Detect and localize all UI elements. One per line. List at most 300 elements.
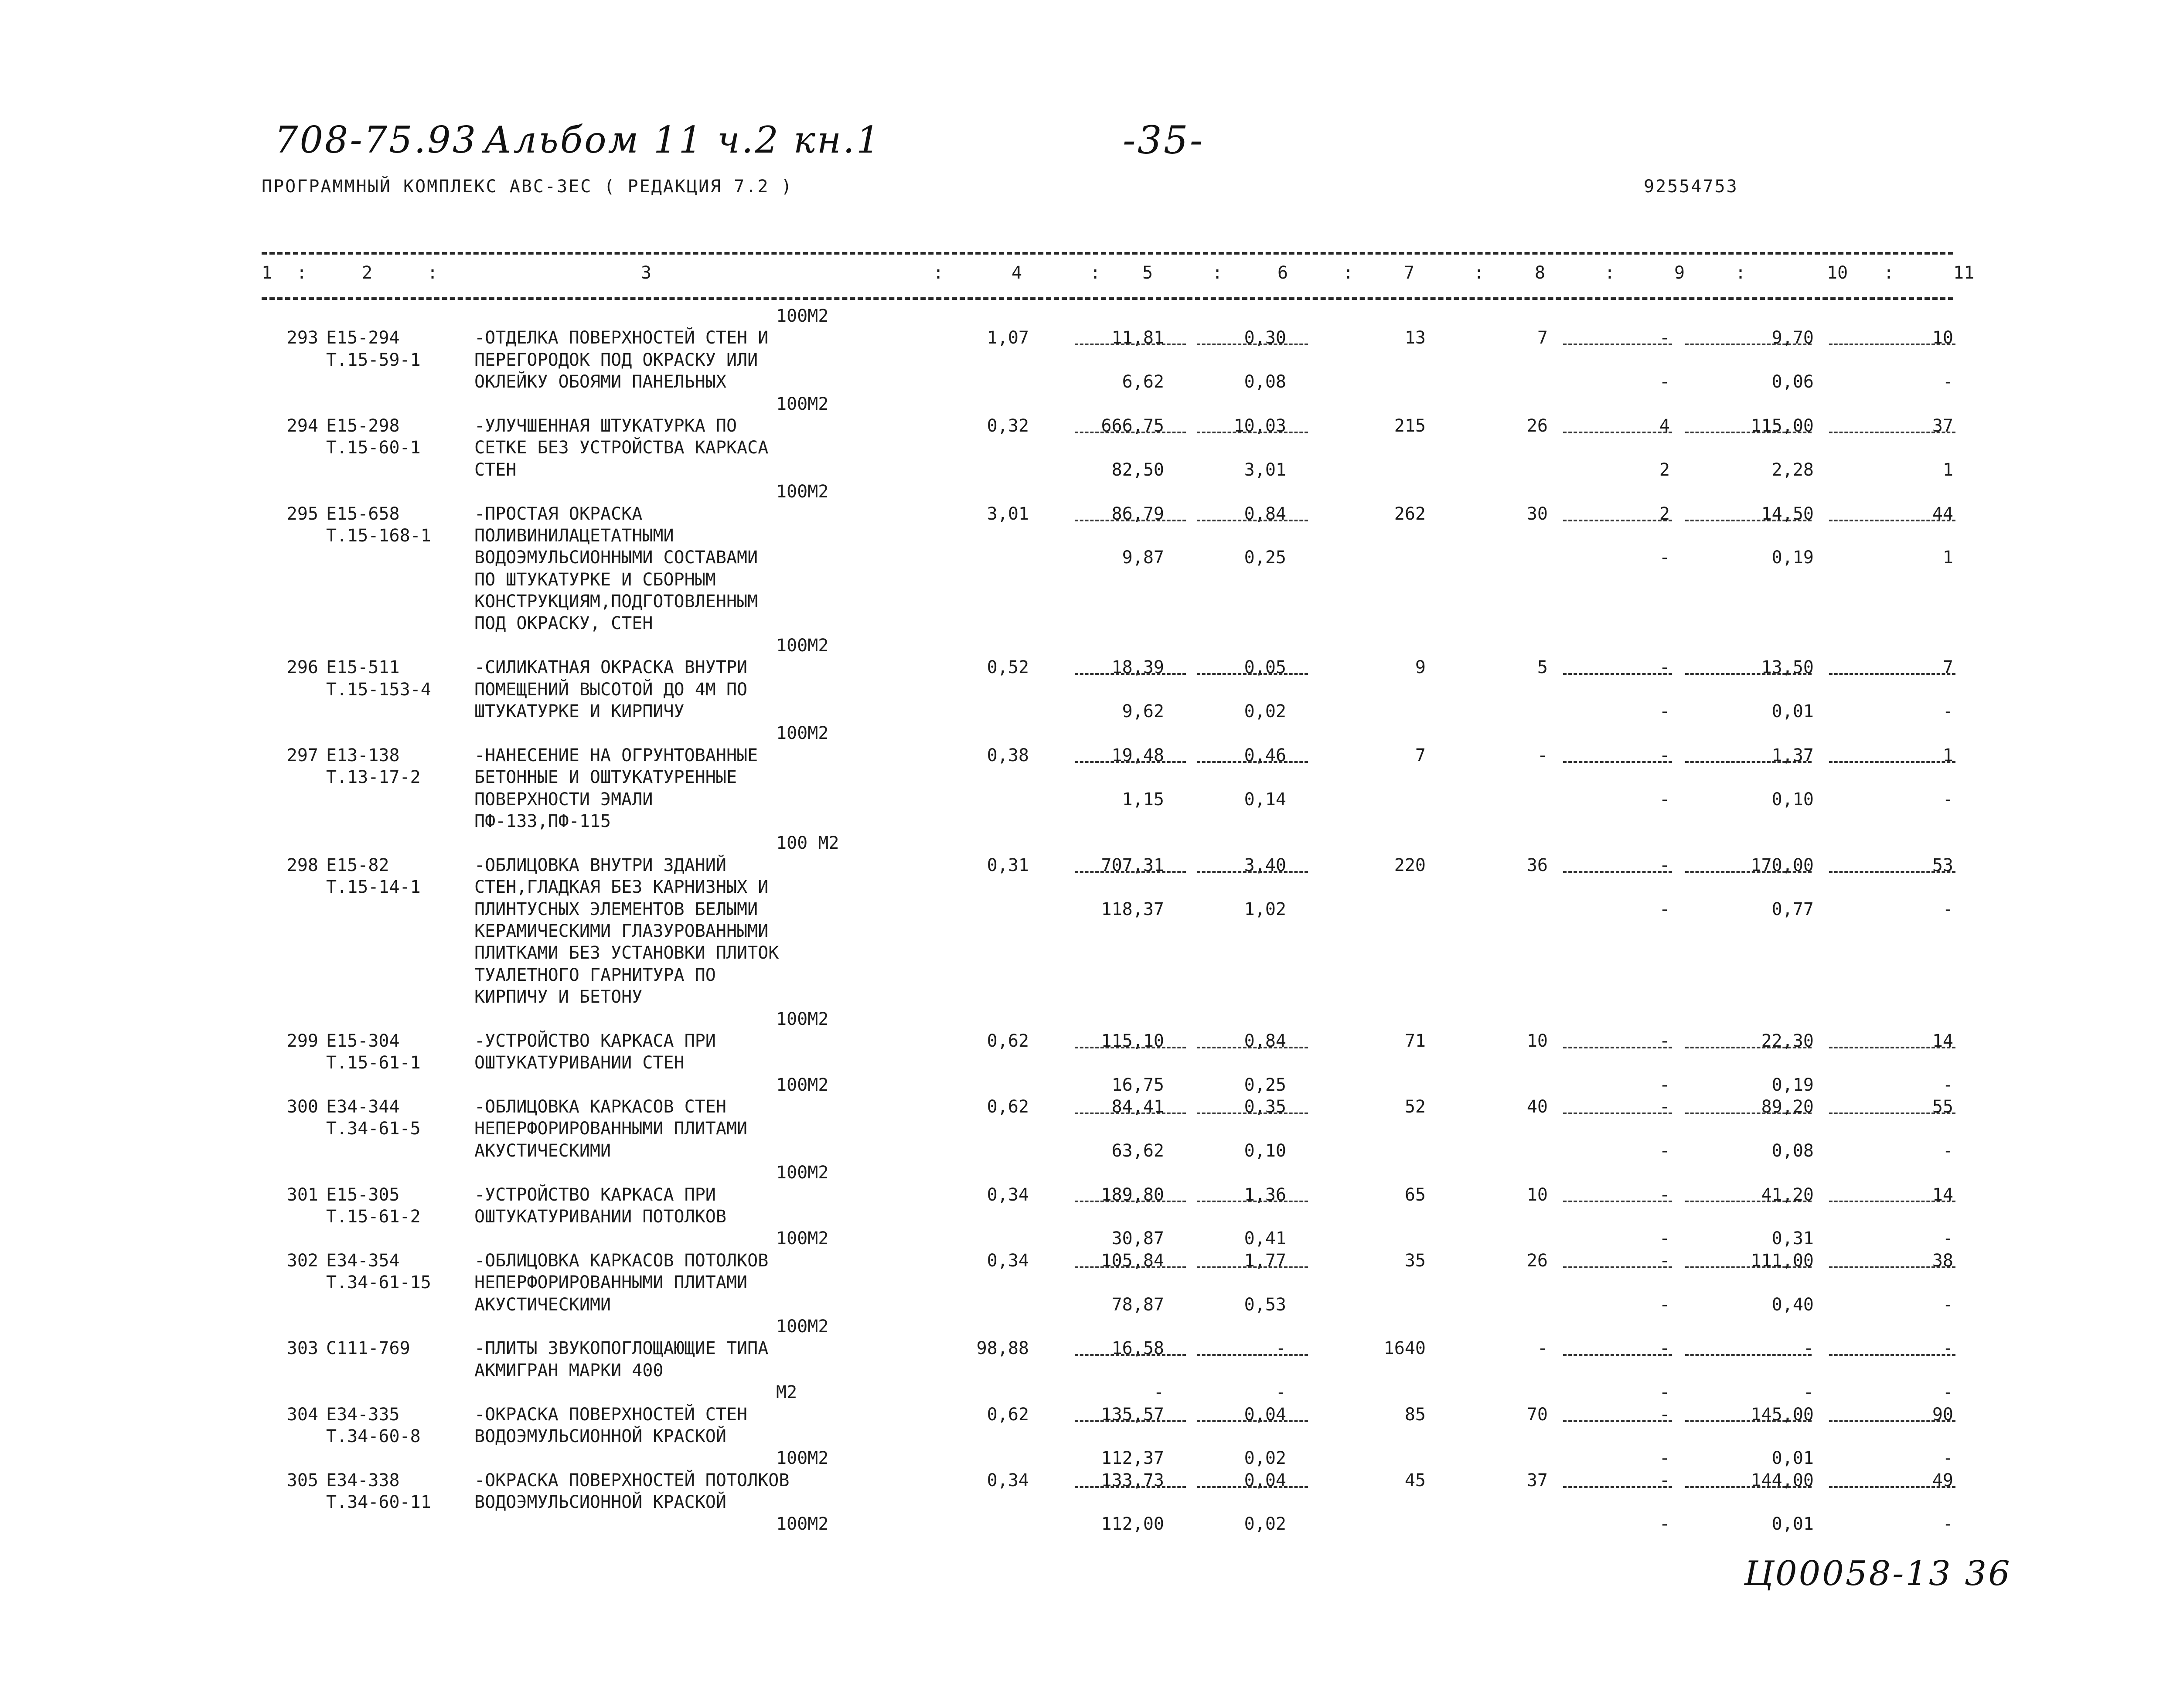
col5-cell: 86,79 [1111, 504, 1164, 524]
col7-cell: 13 [1404, 328, 1426, 348]
col7-cell: 262 [1394, 504, 1426, 524]
value-dash-divider [1685, 1266, 1812, 1268]
description-cell: КИРПИЧУ И БЕТОНУ [474, 987, 643, 1007]
col8-cell: 36 [1526, 855, 1548, 875]
code-cell: Т.15-168-1 [326, 525, 431, 546]
table-row [262, 1250, 1953, 1272]
col6-cell: 0,46 [1244, 745, 1286, 766]
value-dash-divider [1075, 344, 1186, 345]
table-row [262, 701, 1953, 722]
table-row [262, 459, 1953, 481]
col8-cell: 40 [1526, 1097, 1548, 1117]
value-dash-divider [1563, 673, 1672, 675]
col5-cell: 6,62 [1122, 372, 1164, 392]
col10-cell: 145,00 [1751, 1404, 1814, 1425]
value-dash-divider [1563, 1354, 1672, 1356]
column-header-12: 7 [1404, 263, 1415, 283]
handwritten-page-number: -35- [1123, 118, 1205, 163]
col10-cell: 0,19 [1771, 548, 1814, 568]
col11-cell: - [1942, 1140, 1953, 1161]
col9-cell: - [1659, 1294, 1670, 1315]
code-cell: Е34-344 [326, 1097, 400, 1117]
value-dash-divider [1829, 1113, 1955, 1114]
col11-cell: 1 [1942, 745, 1953, 766]
table-row [262, 591, 1953, 612]
col9-cell: - [1659, 1514, 1670, 1534]
col6-cell: 0,10 [1244, 1140, 1286, 1161]
col5-cell: 9,87 [1122, 548, 1164, 568]
col11-cell: 14 [1932, 1184, 1953, 1205]
code-cell: Е15-82 [326, 855, 389, 875]
description-cell: ОШТУКАТУРИВАНИИ ПОТОЛКОВ [474, 1207, 726, 1227]
description-cell: СТЕН [474, 459, 517, 480]
column-header-3: : [427, 263, 438, 283]
col4-cell: 0,34 [987, 1184, 1029, 1205]
table-row [262, 1447, 1953, 1469]
col9-cell: - [1659, 372, 1670, 392]
value-dash-divider [1685, 1113, 1812, 1114]
code-cell: Т.34-61-15 [326, 1272, 431, 1293]
value-dash-divider [1829, 520, 1955, 521]
col6-cell: - [1275, 1338, 1286, 1359]
value-dash-divider [1197, 673, 1308, 675]
row-number: 294 [286, 415, 318, 436]
col6-cell: 0,84 [1244, 504, 1286, 524]
col8-cell: 10 [1526, 1184, 1548, 1205]
description-cell: ПОЛИВИНИЛАЦЕТАТНЫМИ [474, 525, 674, 546]
table-row [262, 745, 1953, 766]
description-cell: -ОКРАСКА ПОВЕРХНОСТЕЙ СТЕН [474, 1404, 748, 1425]
col6-cell: 10,03 [1233, 415, 1286, 436]
code-cell: Е15-658 [326, 504, 400, 524]
row-number: 298 [286, 855, 318, 875]
col5-cell: 11,81 [1111, 328, 1164, 348]
description-cell: -ОТДЕЛКА ПОВЕРХНОСТЕЙ СТЕН И [474, 328, 769, 348]
col6-cell: 0,35 [1244, 1097, 1286, 1117]
col9-cell: - [1659, 548, 1670, 568]
col5-cell: 82,50 [1111, 459, 1164, 480]
unit-label: 100 М2 [776, 833, 839, 854]
unit-label: 100М2 [776, 1163, 829, 1183]
col8-cell: 70 [1526, 1404, 1548, 1425]
column-header-15: : [1604, 263, 1615, 283]
table-row [262, 1074, 1953, 1096]
row-number: 297 [286, 745, 318, 766]
col9-cell: - [1659, 855, 1670, 875]
col4-cell: 0,32 [987, 415, 1029, 436]
description-cell: ОКЛЕЙКУ ОБОЯМИ ПАНЕЛЬНЫХ [474, 372, 726, 392]
col7-cell: 52 [1404, 1097, 1426, 1117]
column-header-18: 10 [1827, 263, 1848, 283]
value-dash-divider [1685, 1354, 1812, 1356]
col11-cell: - [1942, 1294, 1953, 1315]
value-dash-divider [1685, 1486, 1812, 1488]
table-row [262, 1206, 1953, 1228]
table-row [262, 1294, 1953, 1316]
col5-cell: 78,87 [1111, 1294, 1164, 1315]
col4-cell: 0,38 [987, 745, 1029, 766]
col9-cell: - [1659, 1075, 1670, 1095]
description-cell: КЕРАМИЧЕСКИМИ ГЛАЗУРОВАННЫМИ [474, 921, 769, 941]
description-cell: ПОД ОКРАСКУ, СТЕН [474, 613, 653, 634]
value-dash-divider [1829, 1266, 1955, 1268]
value-dash-divider [1563, 761, 1672, 763]
col9-cell: - [1659, 701, 1670, 722]
table-row [262, 525, 1953, 547]
code-cell: Е15-298 [326, 415, 400, 436]
row-number: 301 [286, 1184, 318, 1205]
table-row [262, 1404, 1953, 1426]
value-dash-divider [1685, 673, 1812, 675]
col6-cell: 0,41 [1244, 1228, 1286, 1249]
value-dash-divider [1563, 432, 1672, 433]
table-row [262, 1316, 1953, 1337]
col10-cell: 1,37 [1771, 745, 1814, 766]
description-cell: -ОКРАСКА ПОВЕРХНОСТЕЙ ПОТОЛКОВ [474, 1470, 790, 1490]
col7-cell: 220 [1394, 855, 1426, 875]
description-cell: НЕПЕРФОРИРОВАННЫМИ ПЛИТАМИ [474, 1272, 748, 1293]
row-number: 300 [286, 1097, 318, 1117]
value-dash-divider [1197, 761, 1308, 763]
value-dash-divider [1563, 1486, 1672, 1488]
description-cell: -ОБЛИЦОВКА ВНУТРИ ЗДАНИЙ [474, 855, 726, 875]
col9-cell: - [1659, 899, 1670, 919]
table-row [262, 327, 1953, 349]
table-row [262, 481, 1953, 503]
column-header-11: : [1343, 263, 1354, 283]
col10-cell: - [1803, 1382, 1814, 1403]
unit-label: 100М2 [776, 1514, 829, 1534]
col10-cell: 0,10 [1771, 789, 1814, 810]
row-number: 302 [286, 1250, 318, 1271]
col11-cell: - [1942, 789, 1953, 810]
table-row [262, 569, 1953, 591]
value-dash-divider [1829, 1047, 1955, 1048]
code-cell: С111-769 [326, 1338, 410, 1359]
description-cell: ТУАЛЕТНОГО ГАРНИТУРА ПО [474, 965, 716, 985]
row-number: 304 [286, 1404, 318, 1425]
table-row [262, 1360, 1953, 1381]
table-row [262, 1096, 1953, 1118]
col11-cell: - [1942, 1228, 1953, 1249]
col4-cell: 98,88 [976, 1338, 1029, 1359]
col4-cell: 0,31 [987, 855, 1029, 875]
col4-cell: 3,01 [987, 504, 1029, 524]
col5-cell: 9,62 [1122, 701, 1164, 722]
col10-cell: 111,00 [1751, 1250, 1814, 1271]
col6-cell: 0,25 [1244, 548, 1286, 568]
col11-cell: - [1942, 1448, 1953, 1469]
col11-cell: - [1942, 372, 1953, 392]
description-cell: ПЛИТКАМИ БЕЗ УСТАНОВКИ ПЛИТОК [474, 943, 779, 963]
description-cell: -ПРОСТАЯ ОКРАСКА [474, 504, 643, 524]
row-number: 303 [286, 1338, 318, 1359]
table-row [262, 876, 1953, 898]
col9-cell: 2 [1659, 459, 1670, 480]
col5-cell: 112,37 [1101, 1448, 1164, 1469]
col5-cell: 18,39 [1111, 657, 1164, 678]
col10-cell: 115,00 [1751, 415, 1814, 436]
table-row [262, 898, 1953, 920]
code-cell: Е15-305 [326, 1184, 400, 1205]
col5-cell: 666,75 [1101, 415, 1164, 436]
table-row [262, 1118, 1953, 1140]
table-row [262, 832, 1953, 854]
col6-cell: 0,84 [1244, 1031, 1286, 1051]
value-dash-divider [1197, 1266, 1308, 1268]
column-header-9: : [1212, 263, 1223, 283]
col7-cell: 71 [1404, 1031, 1426, 1051]
col5-cell: 115,10 [1101, 1031, 1164, 1051]
description-cell: НЕПЕРФОРИРОВАННЫМИ ПЛИТАМИ [474, 1119, 748, 1139]
value-dash-divider [1197, 1047, 1308, 1048]
col6-cell: 0,14 [1244, 789, 1286, 810]
unit-label: 100М2 [776, 1448, 829, 1469]
col11-cell: 44 [1932, 504, 1953, 524]
column-header-0: 1 [262, 263, 272, 283]
header-dashed-rule [262, 297, 1953, 300]
col6-cell: 0,08 [1244, 372, 1286, 392]
col6-cell: 0,53 [1244, 1294, 1286, 1315]
col10-cell: 0,01 [1771, 1514, 1814, 1534]
col10-cell: - [1803, 1338, 1814, 1359]
code-cell: Т.34-61-5 [326, 1119, 421, 1139]
column-header-14: 8 [1535, 263, 1546, 283]
column-header-6: 4 [1012, 263, 1022, 283]
col9-cell: - [1659, 1184, 1670, 1205]
table-row [262, 854, 1953, 876]
code-cell: Т.13-17-2 [326, 767, 421, 788]
description-cell: -НАНЕСЕНИЕ НА ОГРУНТОВАННЫЕ [474, 745, 758, 766]
col9-cell: - [1659, 1448, 1670, 1469]
value-dash-divider [1075, 871, 1186, 873]
col8-cell: 26 [1526, 1250, 1548, 1271]
table-row [262, 1381, 1953, 1403]
value-dash-divider [1563, 344, 1672, 345]
code-cell: Е34-338 [326, 1470, 400, 1490]
table-row [262, 1491, 1953, 1513]
col9-cell: - [1659, 789, 1670, 810]
handwritten-stamp: Ц00058-13 36 [1744, 1554, 2012, 1593]
table-row [262, 612, 1953, 634]
code-cell: Т.15-14-1 [326, 877, 421, 898]
description-cell: ВОДОЭМУЛЬСИОННЫМИ СОСТАВАМИ [474, 548, 758, 568]
column-header-8: 5 [1142, 263, 1153, 283]
table-row [262, 1030, 1953, 1052]
col8-cell: 26 [1526, 415, 1548, 436]
description-cell: ПО ШТУКАТУРКЕ И СБОРНЫМ [474, 569, 716, 590]
col4-cell: 0,62 [987, 1404, 1029, 1425]
code-cell: Е34-335 [326, 1404, 400, 1425]
description-cell: -УСТРОЙСТВО КАРКАСА ПРИ [474, 1031, 716, 1051]
value-dash-divider [1197, 344, 1308, 345]
col10-cell: 9,70 [1771, 328, 1814, 348]
col10-cell: 170,00 [1751, 855, 1814, 875]
code-cell: Т.15-60-1 [326, 438, 421, 458]
description-cell: БЕТОННЫЕ И ОШТУКАТУРЕННЫЕ [474, 767, 737, 788]
col9-cell: - [1659, 328, 1670, 348]
value-dash-divider [1075, 1354, 1186, 1356]
value-dash-divider [1685, 871, 1812, 873]
col9-cell: 2 [1659, 504, 1670, 524]
table-row [262, 766, 1953, 788]
table-row [262, 1470, 1953, 1491]
col11-cell: 53 [1932, 855, 1953, 875]
col5-cell: 19,48 [1111, 745, 1164, 766]
unit-label: 100М2 [776, 394, 829, 414]
col11-cell: - [1942, 1382, 1953, 1403]
table-row [262, 547, 1953, 568]
col9-cell: 4 [1659, 415, 1670, 436]
unit-label: 100М2 [776, 1228, 829, 1249]
value-dash-divider [1685, 1047, 1812, 1048]
column-header-7: : [1090, 263, 1101, 283]
description-cell: -УЛУЧШЕННАЯ ШТУКАТУРКА ПО [474, 415, 737, 436]
value-dash-divider [1829, 432, 1955, 433]
col7-cell: 215 [1394, 415, 1426, 436]
value-dash-divider [1685, 432, 1812, 433]
table-row [262, 1426, 1953, 1447]
col8-cell: - [1537, 745, 1548, 766]
col5-cell: 133,73 [1101, 1470, 1164, 1490]
unit-label: 100М2 [776, 635, 829, 656]
value-dash-divider [1197, 520, 1308, 521]
column-header-13: : [1474, 263, 1485, 283]
table-row [262, 789, 1953, 810]
col7-cell: 1640 [1383, 1338, 1426, 1359]
description-cell: ШТУКАТУРКЕ И КИРПИЧУ [474, 701, 685, 722]
table-row [262, 437, 1953, 459]
column-header-2: 2 [362, 263, 373, 283]
col6-cell: 0,04 [1244, 1470, 1286, 1490]
col9-cell: - [1659, 1338, 1670, 1359]
column-header-5: : [933, 263, 944, 283]
value-dash-divider [1197, 1354, 1308, 1356]
col8-cell: - [1537, 1338, 1548, 1359]
col5-cell: 63,62 [1111, 1140, 1164, 1161]
col7-cell: 85 [1404, 1404, 1426, 1425]
value-dash-divider [1685, 520, 1812, 521]
col6-cell: - [1275, 1382, 1286, 1403]
description-cell: СЕТКЕ БЕЗ УСТРОЙСТВА КАРКАСА [474, 438, 769, 458]
value-dash-divider [1197, 432, 1308, 433]
col6-cell: 3,40 [1244, 855, 1286, 875]
value-dash-divider [1685, 344, 1812, 345]
col9-cell: - [1659, 1470, 1670, 1490]
unit-label: 100М2 [776, 723, 829, 744]
col10-cell: 144,00 [1751, 1470, 1814, 1490]
table-row [262, 1337, 1953, 1359]
value-dash-divider [1075, 761, 1186, 763]
value-dash-divider [1563, 1113, 1672, 1114]
col9-cell: - [1659, 1031, 1670, 1051]
description-cell: ПОВЕРХНОСТИ ЭМАЛИ [474, 789, 653, 810]
col8-cell: 5 [1537, 657, 1548, 678]
table-row [262, 964, 1953, 986]
value-dash-divider [1197, 1201, 1308, 1202]
table-row [262, 920, 1953, 942]
table-row [262, 371, 1953, 393]
row-number: 305 [286, 1470, 318, 1490]
col6-cell: 3,01 [1244, 459, 1286, 480]
value-dash-divider [1075, 432, 1186, 433]
table-row [262, 415, 1953, 437]
table-row [262, 1162, 1953, 1184]
table-row [262, 1184, 1953, 1206]
table-row [262, 1008, 1953, 1030]
row-number: 299 [286, 1031, 318, 1051]
col5-cell: 118,37 [1101, 899, 1164, 919]
col10-cell: 14,50 [1761, 504, 1814, 524]
table-row [262, 657, 1953, 678]
col6-cell: 0,02 [1244, 701, 1286, 722]
table-row [262, 722, 1953, 744]
col9-cell: - [1659, 1404, 1670, 1425]
col11-cell: 49 [1932, 1470, 1953, 1490]
row-number: 296 [286, 657, 318, 678]
col11-cell: 38 [1932, 1250, 1953, 1271]
description-cell: -ОБЛИЦОВКА КАРКАСОВ ПОТОЛКОВ [474, 1250, 769, 1271]
col11-cell: - [1942, 1075, 1953, 1095]
col10-cell: 0,40 [1771, 1294, 1814, 1315]
handwritten-album: Альбом 11 ч.2 кн.1 [484, 119, 882, 161]
description-cell: ОШТУКАТУРИВАНИИ СТЕН [474, 1053, 685, 1073]
col9-cell: - [1659, 1382, 1670, 1403]
unit-label: 100М2 [776, 482, 829, 502]
col11-cell: 37 [1932, 415, 1953, 436]
value-dash-divider [1563, 871, 1672, 873]
col8-cell: 37 [1526, 1470, 1548, 1490]
col4-cell: 0,34 [987, 1250, 1029, 1271]
col10-cell: 0,19 [1771, 1075, 1814, 1095]
description-cell: -ПЛИТЫ ЗВУКОПОГЛОЩАЮЩИЕ ТИПА [474, 1338, 769, 1359]
program-header: ПРОГРАММНЫЙ КОМПЛЕКС АВС-3ЕС ( РЕДАКЦИЯ 7.2 ) [262, 177, 793, 197]
col11-cell: 7 [1942, 657, 1953, 678]
code-cell: Т.15-153-4 [326, 679, 431, 700]
unit-label: 100М2 [776, 1009, 829, 1029]
col6-cell: 0,30 [1244, 328, 1286, 348]
col9-cell: - [1659, 1140, 1670, 1161]
col4-cell: 0,62 [987, 1097, 1029, 1117]
description-cell: КОНСТРУКЦИЯМ,ПОДГОТОВЛЕННЫМ [474, 592, 758, 612]
value-dash-divider [1829, 673, 1955, 675]
col11-cell: - [1942, 701, 1953, 722]
col9-cell: - [1659, 1250, 1670, 1271]
col6-cell: 0,02 [1244, 1448, 1286, 1469]
col10-cell: 0,08 [1771, 1140, 1814, 1161]
table-row [262, 393, 1953, 415]
value-dash-divider [1197, 1420, 1308, 1422]
description-cell: СТЕН,ГЛАДКАЯ БЕЗ КАРНИЗНЫХ И [474, 877, 769, 898]
value-dash-divider [1075, 520, 1186, 521]
column-header-4: 3 [641, 263, 652, 283]
col11-cell: - [1942, 1514, 1953, 1534]
col11-cell: 1 [1942, 548, 1953, 568]
description-cell: -ОБЛИЦОВКА КАРКАСОВ СТЕН [474, 1097, 726, 1117]
table-row [262, 942, 1953, 964]
code-cell: Т.34-60-8 [326, 1426, 421, 1446]
col5-cell: 30,87 [1111, 1228, 1164, 1249]
col10-cell: 41,20 [1761, 1184, 1814, 1205]
description-cell: АКМИГРАН МАРКИ 400 [474, 1360, 664, 1381]
col11-cell: 90 [1932, 1404, 1953, 1425]
column-header-row [262, 263, 1975, 289]
code-cell: Е13-138 [326, 745, 400, 766]
col10-cell: 13,50 [1761, 657, 1814, 678]
table-row [262, 810, 1953, 832]
value-dash-divider [1685, 1420, 1812, 1422]
column-header-16: 9 [1674, 263, 1685, 283]
